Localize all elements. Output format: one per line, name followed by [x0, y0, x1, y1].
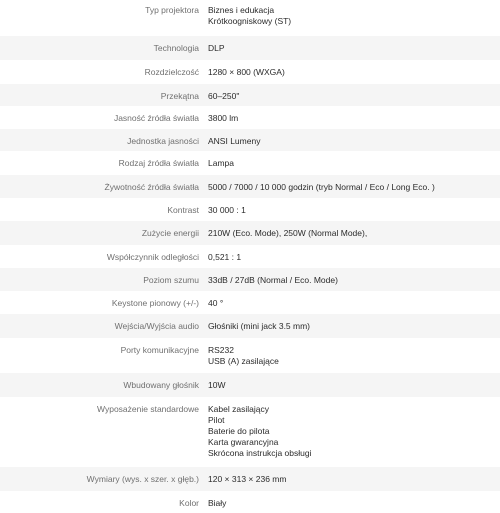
- spec-value-line: DLP: [208, 43, 225, 53]
- spec-value-line: Kabel zasilający: [208, 404, 269, 414]
- spec-value: [208, 380, 500, 391]
- spec-value: [208, 205, 500, 216]
- spec-value-line: ANSI Lumeny: [208, 136, 261, 146]
- spec-value: [208, 404, 500, 459]
- spec-value-line: 0,521 : 1: [208, 252, 242, 262]
- spec-value-line: 3800 lm: [208, 113, 239, 123]
- spec-value-line: 30 000 : 1: [208, 205, 246, 215]
- spec-value-line: 60–250": [208, 91, 240, 101]
- spec-value: [208, 5, 500, 27]
- spec-row: [0, 60, 500, 84]
- spec-value-line: Karta gwarancyjna: [208, 437, 279, 447]
- spec-value: [208, 91, 500, 102]
- spec-row: [0, 129, 500, 151]
- spec-label: Wbudowany głośnik: [123, 380, 199, 390]
- spec-row: [0, 467, 500, 491]
- spec-row: [0, 373, 500, 397]
- spec-value-line: Baterie do pilota: [208, 426, 270, 436]
- spec-row: [0, 198, 500, 221]
- spec-label: Porty komunikacyjne: [120, 345, 199, 355]
- spec-label: Zużycie energii: [141, 228, 199, 238]
- spec-label: Poziom szumu: [143, 275, 199, 285]
- spec-row: [0, 491, 500, 513]
- spec-value-line: Głośniki (mini jack 3.5 mm): [208, 321, 311, 331]
- spec-value: [208, 67, 500, 78]
- spec-value-line: Biznes i edukacja: [208, 5, 275, 15]
- spec-row: [0, 175, 500, 198]
- spec-label: Współczynnik odległości: [106, 252, 199, 262]
- spec-value-line: 10W: [208, 380, 226, 390]
- spec-label: Wyposażenie standardowe: [97, 404, 199, 414]
- spec-row: [0, 314, 500, 338]
- spec-value: [208, 158, 500, 169]
- spec-value: [208, 182, 500, 193]
- spec-value-line: 40 °: [208, 298, 224, 308]
- spec-label: Jednostka jasności: [127, 136, 199, 146]
- spec-label: Keystone pionowy (+/-): [111, 298, 199, 308]
- spec-row: [0, 151, 500, 175]
- spec-value: [208, 474, 500, 485]
- spec-label: Technologia: [153, 43, 199, 53]
- spec-row: [0, 338, 500, 373]
- spec-row: [0, 106, 500, 129]
- spec-value: [208, 275, 500, 286]
- spec-value-line: 33dB / 27dB (Normal / Eco. Mode): [208, 275, 338, 285]
- spec-row: [0, 221, 500, 245]
- spec-value-line: Lampa: [208, 158, 234, 168]
- spec-label: Typ projektora: [145, 5, 199, 15]
- spec-value-line: 1280 × 800 (WXGA): [208, 67, 285, 77]
- spec-value-line: Biały: [208, 498, 227, 508]
- spec-value: [208, 228, 500, 239]
- spec-label: Jasność źródła światła: [113, 113, 199, 123]
- spec-label: Żywotność źródła światła: [104, 182, 199, 192]
- spec-row: [0, 397, 500, 467]
- spec-row: [0, 268, 500, 291]
- spec-label: Wymiary (wys. x szer. x głęb.): [86, 474, 199, 484]
- spec-value-line: Skrócona instrukcja obsługi: [208, 448, 312, 458]
- spec-row: [0, 291, 500, 314]
- spec-value: [208, 113, 500, 124]
- spec-value-line: Krótkoogniskowy (ST): [208, 16, 292, 26]
- spec-value-line: 5000 / 7000 / 10 000 godzin (tryb Normal / Eco / Long Eco. ): [208, 182, 435, 192]
- spec-row: [0, 84, 500, 106]
- spec-value-line: 120 × 313 × 236 mm: [208, 474, 287, 484]
- spec-value: [208, 43, 500, 54]
- spec-value-line: 210W (Eco. Mode), 250W (Normal Mode),: [208, 228, 368, 238]
- spec-value: [208, 345, 500, 367]
- spec-value-line: USB (A) zasilające: [208, 356, 279, 366]
- spec-label: Rodzaj źródła światła: [118, 158, 199, 168]
- spec-value-line: Pilot: [208, 415, 225, 425]
- spec-value: [208, 298, 500, 309]
- spec-label: Przekątna: [160, 91, 199, 101]
- spec-label: Kontrast: [167, 205, 199, 215]
- spec-value: [208, 321, 500, 332]
- spec-label: Wejścia/Wyjścia audio: [114, 321, 199, 331]
- spec-row: [0, 245, 500, 268]
- spec-row: [0, 0, 500, 36]
- spec-value-line: RS232: [208, 345, 234, 355]
- spec-value: [208, 252, 500, 263]
- spec-row: [0, 36, 500, 60]
- spec-label: Kolor: [179, 498, 199, 508]
- spec-value: [208, 136, 500, 147]
- spec-label: Rozdzielczość: [144, 67, 199, 77]
